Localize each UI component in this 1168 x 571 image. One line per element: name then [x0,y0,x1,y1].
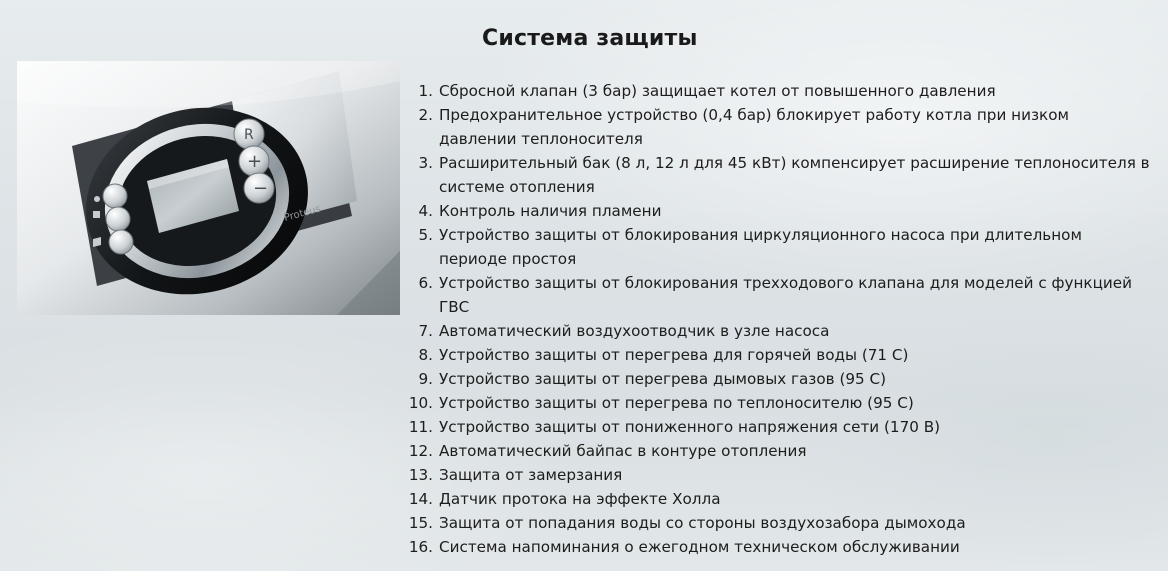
item-number: 3. [418,154,433,172]
item-number: 6. [418,274,433,292]
item-number: 11. [408,418,433,436]
list-item [402,511,1150,535]
item-text: Устройство защиты от пониженного напряжения сети (170 В) [439,418,941,436]
list-item [402,79,1150,103]
list-item [402,391,1150,415]
item-number: 14. [408,490,433,508]
item-text: Контроль наличия пламени [439,202,662,220]
list-item [402,151,1150,199]
list-item [402,223,1150,271]
list-item [402,439,1150,463]
item-number: 16. [408,538,433,556]
item-number: 5. [418,226,433,244]
boiler-panel-photo [17,61,400,315]
item-text: Система напоминания о ежегодном техническом обслуживании [439,538,960,556]
item-text: Защита от попадания воды со стороны воздухозабора дымохода [439,514,966,532]
list-item [402,487,1150,511]
svg-text:+: + [247,151,263,172]
item-text: Расширительный бак (8 л, 12 л для 45 кВт) компенсирует расширение теплоносителя в системе отопления [439,154,1150,196]
item-number: 9. [418,370,433,388]
item-text: Устройство защиты от перегрева для горячей воды (71 С) [439,346,909,364]
item-text: Автоматический воздухоотводчик в узле насоса [439,322,830,340]
item-text: Устройство защиты от перегрева дымовых газов (95 С) [439,370,887,388]
list-item [402,271,1150,319]
item-text: Датчик протока на эффекте Холла [439,490,721,508]
item-text: Автоматический байпас в контуре отопления [439,442,807,460]
item-number: 4. [418,202,433,220]
list-item [402,367,1150,391]
item-text: Устройство защиты от блокирования циркуляционного насоса при длительном периоде простоя [439,226,1082,268]
svg-text:R: R [244,127,254,143]
item-number: 7. [418,322,433,340]
list-item [402,103,1150,151]
boiler-panel-illustration [17,61,400,315]
list-item [402,343,1150,367]
item-text: Сбросной клапан (3 бар) защищает котел от повышенного давления [439,82,996,100]
item-number: 2. [418,106,433,124]
list-item [402,319,1150,343]
item-number: 1. [418,82,433,100]
list-item [402,535,1150,559]
item-text: Предохранительное устройство (0,4 бар) блокирует работу котла при низком давлении теплоносителя [439,106,1069,148]
item-number: 13. [408,466,433,484]
svg-text:−: − [253,178,269,199]
item-number: 8. [418,346,433,364]
list-item [402,199,1150,223]
list-item [402,415,1150,439]
item-text: Устройство защиты от перегрева по теплоносителю (95 С) [439,394,914,412]
item-text: Устройство защиты от блокирования трехходового клапана для моделей с функцией ГВС [439,274,1132,316]
item-number: 15. [408,514,433,532]
svg-text:Proteus: Proteus [282,203,322,224]
slide-title: Система защиты [482,26,698,51]
protection-features-list [402,79,1150,559]
item-number: 12. [408,442,433,460]
item-text: Защита от замерзания [439,466,623,484]
item-number: 10. [408,394,433,412]
list-item [402,463,1150,487]
